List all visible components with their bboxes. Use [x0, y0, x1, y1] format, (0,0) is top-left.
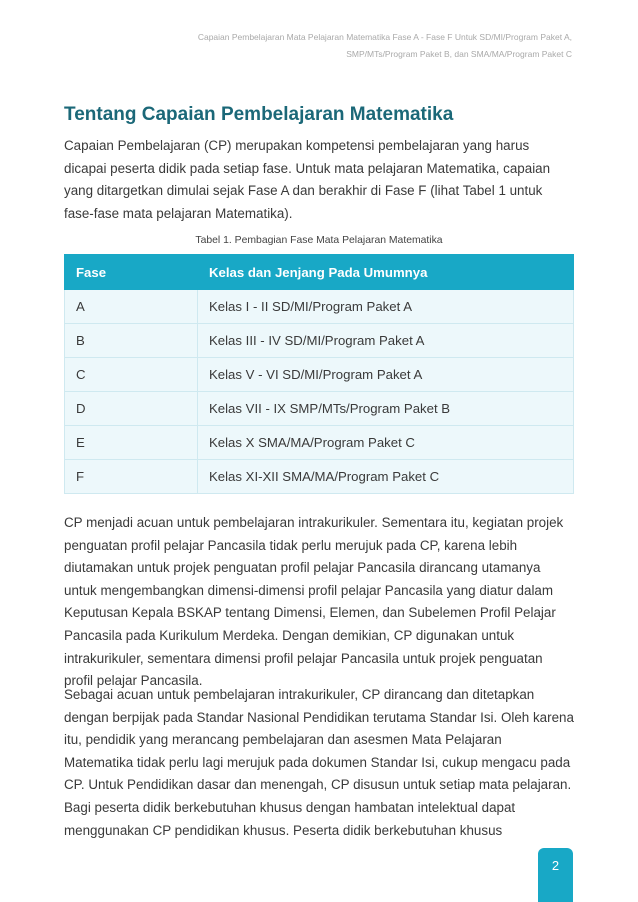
header-cell-grade: Kelas dan Jenjang Pada Umumnya	[198, 255, 574, 290]
table-row	[65, 290, 574, 324]
section-title: Tentang Capaian Pembelajaran Matematika	[64, 104, 454, 125]
phase-cell: F	[65, 460, 198, 494]
table-row	[65, 392, 574, 426]
header-cell-phase: Fase	[65, 255, 198, 290]
body-paragraph-standards: Sebagai acuan untuk pembelajaran intrakurikuler, CP dirancang dan ditetapkan dengan berpijak pada Standar Nasional Pendidikan terutama Standar Isi. Oleh karena itu, pendidik yang merancang pembelajaran dan asesmen Mata Pelajaran Matematika tidak perlu lagi merujuk pada dokumen Standar Isi, cukup mengacu pada CP. Untuk Pendidikan dasar dan menengah, CP disusun untuk setiap mata pelajaran. Bagi peserta didik berkebutuhan khusus dengan hambatan intelektual dapat menggunakan CP pendidikan khusus. Peserta didik berkebutuhan khusus	[64, 687, 574, 838]
body-paragraph-cp-reference: CP menjadi acuan untuk pembelajaran intrakurikuler. Sementara itu, kegiatan projek penguatan profil pelajar Pancasila tidak perlu merujuk pada CP, karena lebih diutamakan untuk projek penguatan profil pelajar Pancasila dirancang utamanya untuk mengembangkan dimensi-dimensi profil pelajar Pancasila yang diatur dalam Keputusan Kepala BSKAP tentang Dimensi, Elemen, dan Subelemen Profil Pelajar Pancasila pada Kurikulum Merdeka. Dengan demikian, CP digunakan untuk intrakurikuler, sementara dimensi profil pelajar Pancasila untuk projek penguatan profil pelajar Pancasila.	[64, 515, 564, 689]
grade-cell: Kelas I - II SD/MI/Program Paket A	[198, 290, 574, 324]
grade-cell: Kelas XI-XII SMA/MA/Program Paket C	[198, 460, 574, 494]
header-line-1: Capaian Pembelajaran Mata Pelajaran Matematika Fase A - Fase F Untuk SD/MI/Program Paket A,	[197, 32, 572, 42]
grade-cell: Kelas X SMA/MA/Program Paket C	[198, 426, 574, 460]
grade-cell: Kelas III - IV SD/MI/Program Paket A	[198, 324, 574, 358]
table-row	[65, 324, 574, 358]
table-row	[65, 460, 574, 494]
phase-cell: E	[65, 426, 198, 460]
grade-cell: Kelas V - VI SD/MI/Program Paket A	[198, 358, 574, 392]
phase-cell: C	[65, 358, 198, 392]
header-line-2: SMP/MTs/Program Paket B, dan SMA/MA/Program Paket C	[346, 49, 572, 59]
table-row	[65, 426, 574, 460]
grade-cell: Kelas VII - IX SMP/MTs/Program Paket B	[198, 392, 574, 426]
running-header	[92, 29, 572, 63]
phase-cell: A	[65, 290, 198, 324]
phase-cell: D	[65, 392, 198, 426]
page-number: 2	[551, 858, 560, 873]
table-header-row	[65, 255, 574, 290]
table-row	[65, 358, 574, 392]
phase-cell: B	[65, 324, 198, 358]
phase-table	[64, 254, 574, 494]
intro-paragraph: Capaian Pembelajaran (CP) merupakan kompetensi pembelajaran yang harus dicapai peserta didik pada setiap fase. Untuk mata pelajaran Matematika, capaian yang ditargetkan dimulai sejak Fase A dan berakhir di Fase F (lihat Tabel 1 untuk fase-fase mata pelajaran Matematika).	[64, 138, 551, 221]
page-number-tab	[538, 848, 573, 902]
table-caption: Tabel 1. Pembagian Fase Mata Pelajaran Matematika	[195, 235, 443, 246]
